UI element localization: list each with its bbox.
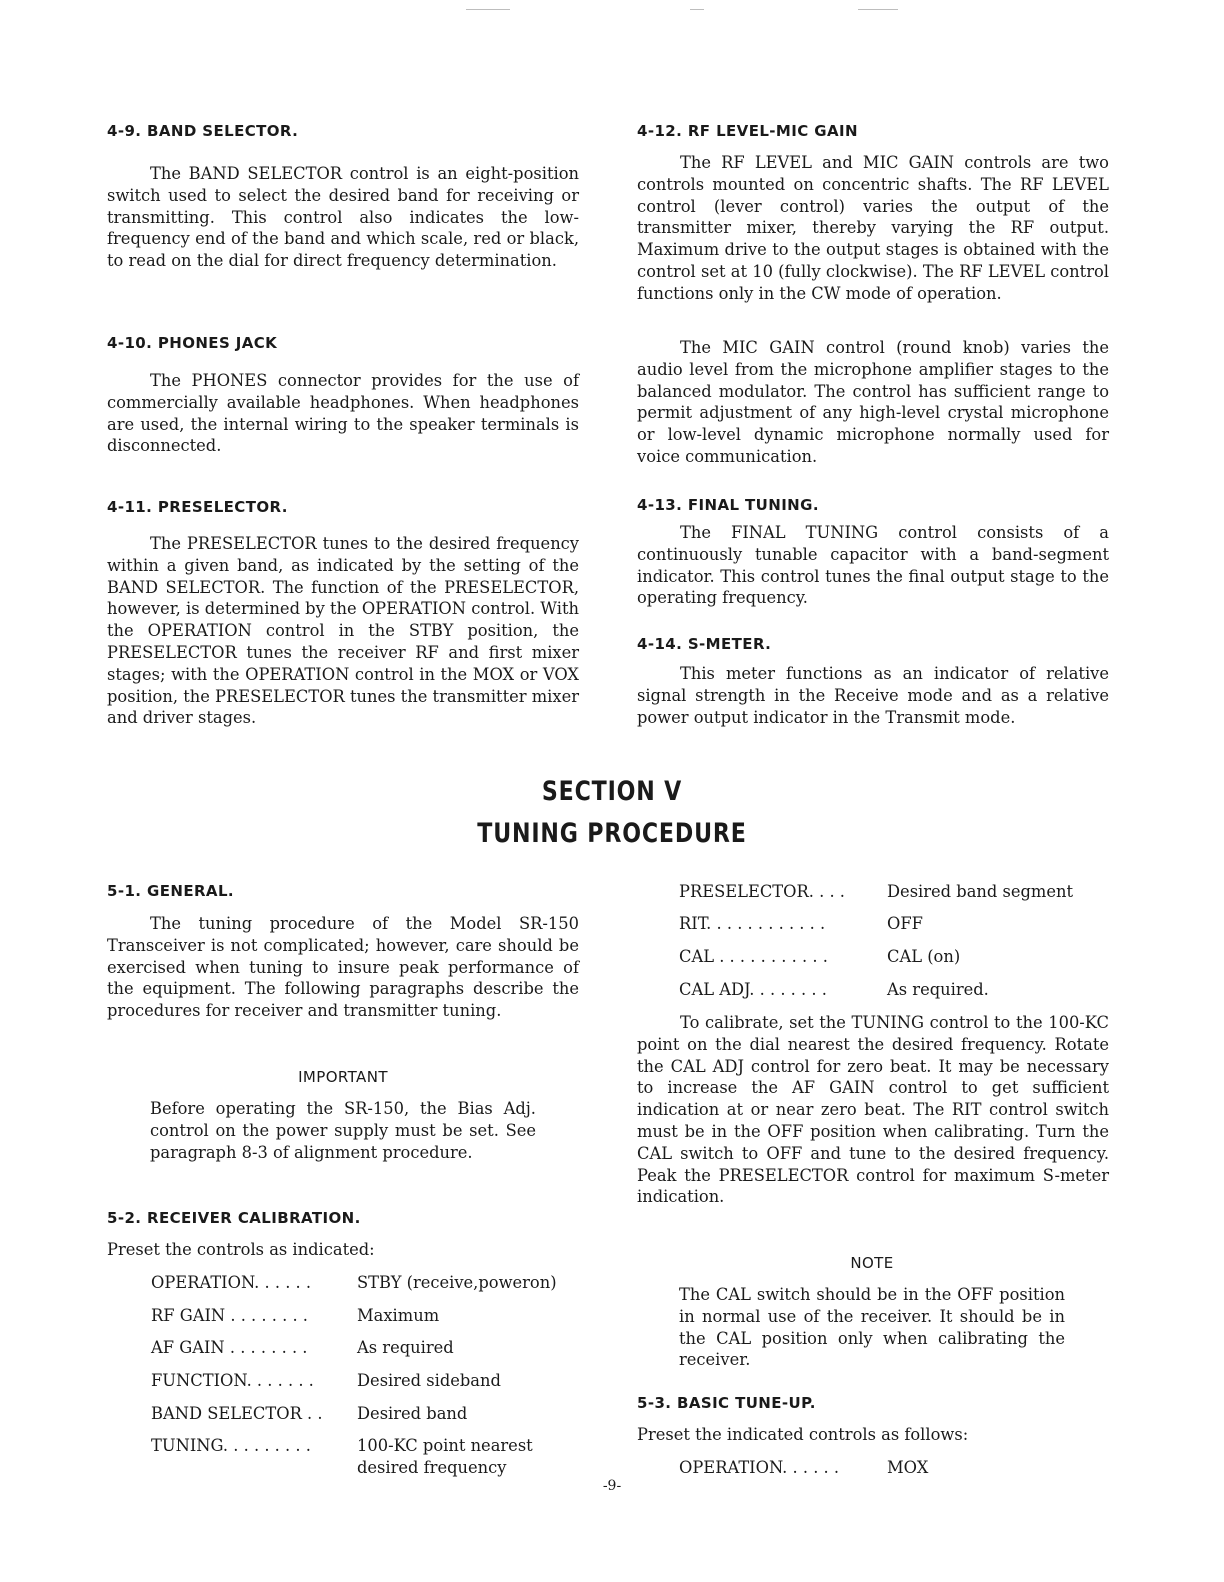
control-label: CAL . . . . . . . . . . . (679, 947, 828, 966)
control-setting (679, 979, 989, 1001)
control-value: As required (357, 1338, 454, 1357)
control-value: 100-KC point nearest (357, 1436, 533, 1455)
paragraph-5-3-intro: Preset the indicated controls as follows: (637, 1425, 969, 1444)
control-label: RF GAIN . . . . . . . . (151, 1306, 308, 1325)
paragraph-5-2-calibrate: To calibrate, set the TUNING control to the 100-KC point on the dial nearest the desired frequency. Rotate the CAL ADJ control for zero beat. It may be necessary to increase the AF GAIN control to get sufficient indication at or near zero beat. The RIT control switch must be in the OFF position when calibrating. Turn the CAL switch to OFF and tune to the desired frequency. Peak the PRESELECTOR control for maximum S-meter indication. (637, 1013, 1109, 1207)
paragraph-5-1: The tuning procedure of the Model SR-150 Transceiver is not complicated; however, care should be exercised when tuning to insure peak performance of the equipment. The following paragraphs describe the procedures for receiver and transmitter tuning. (107, 914, 579, 1021)
paragraph-4-14: This meter functions as an indicator of relative signal strength in the Receive mode and as a relative power output indicator in the Transmit mode. (637, 664, 1109, 727)
control-setting (151, 1305, 440, 1327)
page-number: -9- (602, 1478, 622, 1494)
control-value: Maximum (357, 1306, 440, 1325)
important-text: Before operating the SR-150, the Bias Adj. control on the power supply must be set. See paragraph 8-3 of alignment procedure. (150, 1099, 536, 1162)
note-text: The CAL switch should be in the OFF position in normal use of the receiver. It should be in the CAL position only when calibrating the receiver. (679, 1285, 1065, 1370)
control-value: MOX (887, 1458, 929, 1477)
control-setting (151, 1370, 501, 1392)
control-setting (151, 1435, 533, 1477)
heading-5-3: 5-3. BASIC TUNE-UP. (637, 1394, 816, 1412)
control-value: As required. (887, 980, 989, 999)
heading-5-2: 5-2. RECEIVER CALIBRATION. (107, 1209, 361, 1227)
important-heading: IMPORTANT (298, 1068, 388, 1086)
heading-4-11: 4-11. PRESELECTOR. (107, 498, 288, 516)
paragraph-4-12-b: The MIC GAIN control (round knob) varies the audio level from the microphone amplifier stages to the balanced modulator. The control has sufficient range to permit adjustment of any high-level crystal microphone or low-level dynamic microphone normally used for voice communication. (637, 338, 1109, 466)
control-setting (151, 1337, 454, 1359)
control-value: STBY (receive,poweron) (357, 1273, 557, 1292)
control-label: BAND SELECTOR . . (151, 1404, 323, 1423)
control-setting (679, 946, 961, 968)
heading-4-10: 4-10. PHONES JACK (107, 334, 278, 352)
control-value: Desired band (357, 1404, 468, 1423)
heading-4-14: 4-14. S-METER. (637, 635, 772, 653)
control-setting (679, 913, 923, 935)
control-label: FUNCTION. . . . . . . (151, 1371, 314, 1390)
control-value-continued: desired frequency (357, 1457, 507, 1477)
control-value: Desired band segment (887, 882, 1073, 901)
control-label: RIT. . . . . . . . . . . . (679, 914, 826, 933)
heading-4-12: 4-12. RF LEVEL-MIC GAIN (637, 122, 858, 140)
scan-mark (690, 9, 704, 10)
heading-4-13: 4-13. FINAL TUNING. (637, 496, 819, 514)
control-label: PRESELECTOR. . . . (679, 882, 845, 901)
heading-5-1: 5-1. GENERAL. (107, 882, 234, 900)
control-label: CAL ADJ. . . . . . . . (679, 980, 827, 999)
section-title: TUNING PROCEDURE (477, 818, 747, 849)
paragraph-4-13: The FINAL TUNING control consists of a continuously tunable capacitor with a band-segment indicator. This control tunes the final output stage to the operating frequency. (637, 523, 1109, 608)
heading-4-9: 4-9. BAND SELECTOR. (107, 122, 299, 140)
scan-mark (466, 9, 510, 10)
paragraph-4-10: The PHONES connector provides for the use of commercially available headphones. When headphones are used, the internal wiring to the speaker terminals is disconnected. (107, 371, 579, 456)
control-value: OFF (887, 914, 923, 933)
control-setting (679, 1457, 929, 1479)
control-value: Desired sideband (357, 1371, 501, 1390)
control-label: AF GAIN . . . . . . . . (151, 1338, 308, 1357)
paragraph-5-2-intro: Preset the controls as indicated: (107, 1240, 375, 1259)
control-label: OPERATION. . . . . . (679, 1458, 840, 1477)
control-setting (679, 881, 1073, 903)
section-number: SECTION V (541, 776, 683, 807)
paragraph-4-9: The BAND SELECTOR control is an eight-position switch used to select the desired band for receiving or transmitting. This control also indicates the low-frequency end of the band and which scale, red or black, to read on the dial for direct frequency determination. (107, 164, 579, 271)
control-label: OPERATION. . . . . . (151, 1273, 312, 1292)
control-setting (151, 1403, 468, 1425)
note-heading: NOTE (850, 1254, 894, 1272)
control-setting (151, 1272, 557, 1294)
paragraph-4-11: The PRESELECTOR tunes to the desired frequency within a given band, as indicated by the setting of the BAND SELECTOR. The function of the PRESELECTOR, however, is determined by the OPERATION control. With the OPERATION control in the STBY position, the PRESELECTOR tunes the receiver RF and first mixer stages; with the OPERATION control in the MOX or VOX position, the PRESELECTOR tunes the transmitter mixer and driver stages. (107, 534, 579, 728)
paragraph-4-12-a: The RF LEVEL and MIC GAIN controls are two controls mounted on concentric shafts. The RF LEVEL control (lever control) varies the output of the transmitter mixer, thereby varying the RF output. Maximum drive to the output stages is obtained with the control set at 10 (fully clockwise). The RF LEVEL control functions only in the CW mode of operation. (637, 153, 1109, 303)
control-value: CAL (on) (887, 947, 961, 966)
control-label: TUNING. . . . . . . . . (151, 1436, 311, 1455)
scan-mark (858, 9, 898, 10)
